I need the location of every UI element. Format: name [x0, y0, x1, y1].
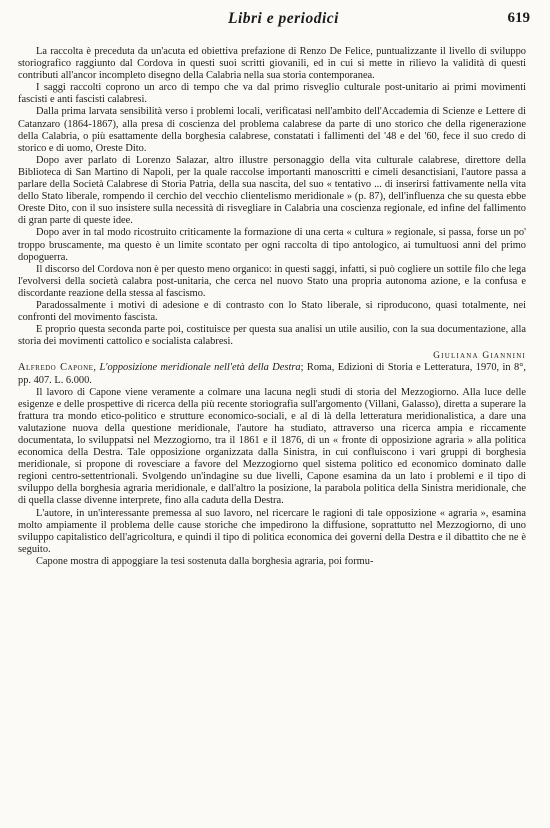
page-body — [18, 46, 526, 568]
paragraph: L'autore, in un'interessante premessa al suo lavoro, nel ricercare le ragioni di tale opposizione « agraria », esamina molto ampiamente il problema delle cause storiche che impedirono la diffusione, soprattutto nel Mezzogiorno, di uno sviluppo capitalistico dell'agricoltura, e quindi il tipo di politica economica dei governi della Destra e il dibattito che ne è seguito. — [18, 507, 526, 555]
paragraph: Dopo aver in tal modo ricostruito criticamente la formazione di una certa « cultura » regionale, si passa, forse un po' troppo bruscamente, ma questo è un limite scontato per ogni raccolta di tipo antologico, ai tumultuosi anni del primo dopoguerra. — [18, 227, 526, 263]
paragraph: Il discorso del Cordova non è per questo meno organico: in questi saggi, infatti, si può cogliere un sottile filo che lega l'evolversi della società calabra post-unitaria, che cerca nel nuovo Stato una propria autonoma azione, e la confusa e discordante reazione della stessa al fascismo. — [18, 263, 526, 299]
paragraph: Il lavoro di Capone viene veramente a colmare una lacuna negli studi di storia del Mezzogiorno. Alla luce delle esigenze e delle prospettive di ricerca della più recente storiografia sull'argomento (Villani, Galasso), diretta a superare la frattura tra mondo etico-politico e strutture economico-sociali, e al di là della letteratura meridionalistica, a dare una valutazione nuova della questione meridionale, l'autore ha studiato, attraverso una ricerca ampia e riccamente documentata, lo sviluppatsi nel Mezzogiorno, tra il 1861 e il 1876, di un « fronte di opposizione agraria » alla politica economica della Destra. Tale opposizione organizzata dalla Sinistra, in cui confluiscono i vari gruppi di borghesia meridionale, si propone di rovesciare a favore del Mezzogiorno quel sistema politico ed economico dominato dalle regioni centro-settentrionali. Svolgendo un'indagine su due livelli, Capone esamina da un lato i problemi e il tipo di sviluppo della borghesia agraria meridionale, e dall'altro la posizione, la parabola politica della Sinistra meridionale, che di quella classe divenne interprete, fino alla caduta della Destra. — [18, 386, 526, 507]
paragraph: I saggi raccolti coprono un arco di tempo che va dal primo risveglio culturale post-unitario ai primi movimenti fascisti e anti fascisti calabresi. — [18, 82, 526, 106]
book-publication: ; Roma, Edizioni di Storia e Letteratura, 1970, in 8°, pp. 407. L. 6.000. — [18, 362, 527, 386]
review-cordova — [18, 46, 526, 362]
paragraph: E proprio questa seconda parte poi, costituisce per questa sua analisi un utile ausilio, con la sua documentazione, alla storia dei movimenti cattolico e socialista calabresi. — [18, 324, 526, 348]
section-title: Libri e periodici — [228, 10, 339, 27]
paragraph: Dopo aver parlato di Lorenzo Salazar, altro illustre personaggio della vita culturale calabrese, direttore della Biblioteca di San Martino di Napoli, per la quale raccolse importanti manoscritti e cimeli desanctisiani, l'autore passa a parlare della Società Calabrese di Storia Patria, della sua nascita, del suo « tentativo ... di inserirsi fattivamente nella vita dello Stato liberale, rompendo il cerchio del vecchio clientelismo meridionale » (p. 87), dell'influenza che su questa ebbe Oreste Dito, con il suo insistere sulla necessità di risvegliare in Calabria una coscienza regionale, ed infine del fallimento di gran parte di queste idee. — [18, 154, 526, 227]
reviewer-signature: Giuliana Giannini — [433, 351, 526, 362]
paragraph: La raccolta è preceduta da un'acuta ed obiettiva prefazione di Renzo De Felice, puntualizzante il livello di sviluppo storiografico raggiunto dal Cordova in questi suoi scritti giovanili, ed in cui si mette in rilievo la validità di questi contributi all'ancor incompleto disegno della Calabria nella sua storia contemporanea. — [18, 46, 526, 82]
paragraph: Dalla prima larvata sensibilità verso i problemi locali, verificatasi nell'ambito dell'Accademia di Scienze e Lettere di Catanzaro (1864-1867), alla presa di coscienza del problema calabrese da parte di uno storico che della rigenerazione della Calabria, o più esattamente della borghesia calabrese, constatati i fallimenti del '48 e del '60, fece il suo credo di storico e di uomo, Oreste Dito. — [18, 106, 526, 154]
book-title: L'opposizione meridionale nell'età della Destra — [99, 362, 301, 374]
book-author: Alfredo Capone — [18, 362, 94, 374]
book-citation: Alfredo Capone, L'opposizione meridionale nell'età della Destra; Roma, Edizioni di Storia e Letteratura, 1970, in 8°, pp. 407. L. 6.000. — [18, 362, 527, 386]
page-number: 619 — [507, 10, 530, 26]
paragraph: Capone mostra di appoggiare la tesi sostenuta dalla borghesia agraria, poi formu- — [36, 555, 374, 567]
review-capone — [18, 362, 526, 568]
running-header — [0, 10, 550, 32]
paragraph: Paradossalmente i motivi di adesione e di contrasto con lo Stato liberale, si riproducono, quasi totalmente, nei confronti del movimento fascista. — [18, 299, 526, 324]
